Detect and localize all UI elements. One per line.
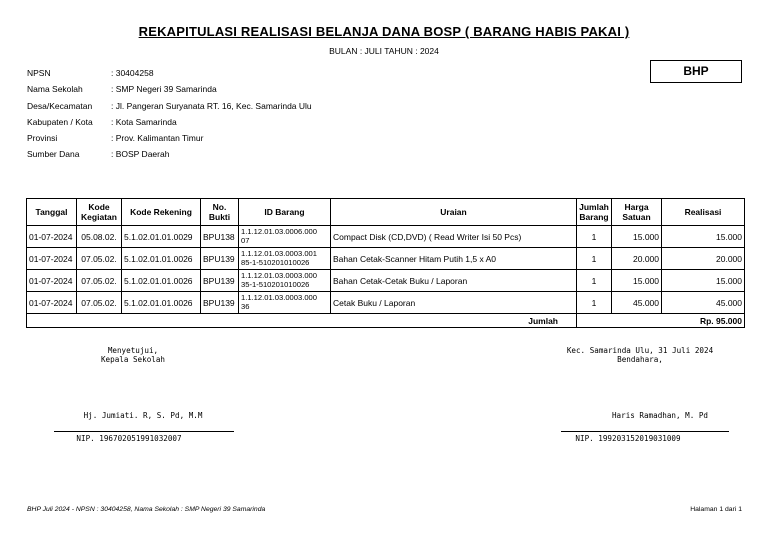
cell-account-code: 5.1.02.01.01.0026: [122, 270, 201, 292]
info-label: Nama Sekolah: [27, 84, 83, 95]
info-label: NPSN: [27, 68, 51, 78]
info-value: : SMP Negeri 39 Samarinda: [111, 84, 217, 95]
cell-receipt-no: BPU138: [201, 226, 239, 248]
table-row: [27, 226, 745, 248]
info-value: : Kota Samarinda: [111, 116, 177, 127]
cell-item-id: 1.1.12.01.03.0003.001 85-1-510201010026: [239, 248, 331, 270]
cell-realization: 15.000: [662, 226, 745, 248]
cell-account-code: 5.1.02.01.01.0029: [122, 226, 201, 248]
info-label: Sumber Dana: [27, 149, 80, 160]
cell-realization: 45.000: [662, 292, 745, 314]
cell-activity-code: 07.05.02.: [77, 292, 122, 314]
cell-receipt-no: BPU139: [201, 292, 239, 314]
table-header-row: [27, 199, 745, 226]
cell-activity-code: 07.05.02.: [77, 270, 122, 292]
info-row-school-name: [27, 84, 312, 100]
cell-item-id: 1.1.12.01.03.0003.000 35-1-510201010026: [239, 270, 331, 292]
signature-left-name: Hj. Jumiati. R, S. Pd, M.M: [83, 411, 203, 420]
cell-quantity: 1: [577, 270, 612, 292]
column-header: Harga Satuan: [612, 199, 662, 226]
cell-date: 01-07-2024: [27, 226, 77, 248]
column-header: Realisasi: [662, 199, 745, 226]
cell-quantity: 1: [577, 292, 612, 314]
expenditure-table: [26, 198, 745, 328]
footer-page-number: Halaman 1 dari 1: [690, 506, 742, 513]
signature-left-title: [48, 346, 218, 364]
column-header: Uraian: [331, 199, 577, 226]
category-badge: BHP: [650, 60, 742, 83]
signature-left-line2: Kepala Sekolah: [100, 355, 165, 364]
column-header: Jumlah Barang: [577, 199, 612, 226]
cell-item-id: 1.1.12.01.03.0003.000 36: [239, 292, 331, 314]
signature-right-line: [561, 431, 729, 432]
info-label: Provinsi: [27, 133, 58, 144]
cell-unit-price: 45.000: [612, 292, 662, 314]
table-row: [27, 292, 745, 314]
cell-quantity: 1: [577, 226, 612, 248]
cell-description: Bahan Cetak-Scanner Hitam Putih 1,5 x A0: [331, 248, 577, 270]
cell-item-id: 1.1.12.01.03.0006.000 07: [239, 226, 331, 248]
cell-date: 01-07-2024: [27, 270, 77, 292]
cell-quantity: 1: [577, 248, 612, 270]
column-header: No. Bukti: [201, 199, 239, 226]
signature-left-line: [54, 431, 234, 432]
column-header: ID Barang: [239, 199, 331, 226]
info-label: Kabupaten / Kota: [27, 116, 93, 127]
info-row-fund-source: [27, 149, 312, 165]
cell-activity-code: 05.08.02.: [77, 226, 122, 248]
info-label: Desa/Kecamatan: [27, 100, 93, 111]
cell-date: 01-07-2024: [27, 248, 77, 270]
cell-account-code: 5.1.02.01.01.0026: [122, 292, 201, 314]
cell-unit-price: 15.000: [612, 270, 662, 292]
cell-activity-code: 07.05.02.: [77, 248, 122, 270]
signature-right-line2: Bendahara,: [617, 355, 663, 364]
cell-account-code: 5.1.02.01.01.0026: [122, 248, 201, 270]
table-row: [27, 248, 745, 270]
info-value: : 30404258: [111, 68, 154, 78]
cell-date: 01-07-2024: [27, 292, 77, 314]
info-value: : Prov. Kalimantan Timur: [111, 133, 204, 144]
info-value: : Jl. Pangeran Suryanata RT. 16, Kec. Samarinda Ulu: [111, 100, 312, 111]
info-row-address: [27, 101, 312, 117]
cell-unit-price: 20.000: [612, 248, 662, 270]
document-subtitle: BULAN : JULI TAHUN : 2024: [329, 46, 439, 56]
column-header: Tanggal: [27, 199, 77, 226]
cell-description: Bahan Cetak-Cetak Buku / Laporan: [331, 270, 577, 292]
table-row: [27, 270, 745, 292]
table-total-row: [27, 314, 745, 328]
signature-right-title: [540, 346, 740, 364]
info-row-city: [27, 117, 312, 133]
cell-realization: 20.000: [662, 248, 745, 270]
column-header: Kode Rekening: [122, 199, 201, 226]
cell-description: Cetak Buku / Laporan: [331, 292, 577, 314]
signature-left-line1: Menyetujui,: [107, 346, 159, 355]
signature-right-name: Haris Ramadhan, M. Pd: [611, 411, 708, 420]
signature-right-nip: NIP. 199203152019031009: [575, 434, 681, 443]
cell-unit-price: 15.000: [612, 226, 662, 248]
footer-document-info: BHP Juli 2024 - NPSN : 30404258, Nama Sekolah : SMP Negeri 39 Samarinda: [27, 506, 266, 513]
info-row-province: [27, 133, 312, 149]
info-row-npsn: [27, 68, 312, 84]
cell-realization: 15.000: [662, 270, 745, 292]
cell-description: Compact Disk (CD,DVD) ( Read Writer Isi 50 Pcs): [331, 226, 577, 248]
total-label: Jumlah: [27, 314, 577, 328]
info-value: : BOSP Daerah: [111, 149, 170, 160]
signature-right-line1: Kec. Samarinda Ulu, 31 Juli 2024: [566, 346, 714, 355]
cell-receipt-no: BPU139: [201, 248, 239, 270]
total-value: Rp. 95.000: [577, 314, 745, 328]
column-header: Kode Kegiatan: [77, 199, 122, 226]
document-title: REKAPITULASI REALISASI BELANJA DANA BOSP ( BARANG HABIS PAKAI ): [138, 24, 630, 39]
school-info: [27, 68, 312, 166]
cell-receipt-no: BPU139: [201, 270, 239, 292]
signature-left-nip: NIP. 196702051991032007: [76, 434, 182, 443]
